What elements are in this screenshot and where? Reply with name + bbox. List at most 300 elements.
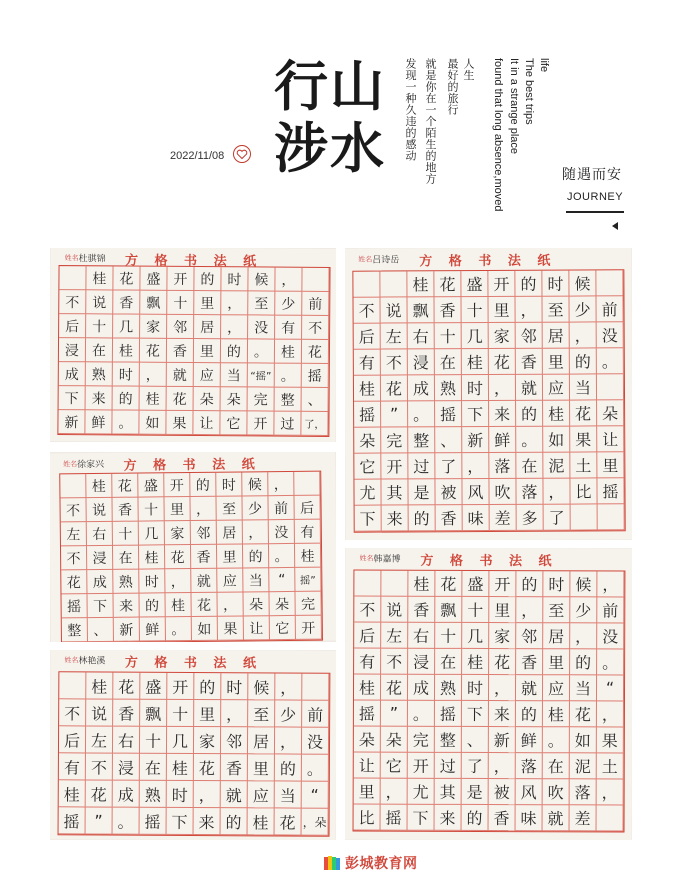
- grid-cell: 摇: [61, 594, 87, 618]
- grid-cell: 的: [409, 505, 436, 531]
- grid-cell: [597, 805, 624, 831]
- grid-cell: 摇”: [295, 568, 321, 592]
- grid-cell: 里: [164, 497, 190, 521]
- grid-cell: 里: [194, 339, 221, 363]
- site-name: 彭城教育网: [345, 856, 418, 872]
- grid-cell: ，: [221, 291, 248, 315]
- grid-cell: 时: [167, 781, 194, 808]
- grid-cell: 在: [543, 753, 570, 779]
- grid-cell: 前: [302, 701, 329, 728]
- grid-cell: [302, 268, 329, 292]
- grid-cell: 朵: [354, 727, 381, 753]
- grid-cell: 几: [113, 314, 140, 338]
- grid-cell: 有: [275, 316, 302, 340]
- grid-cell: 朵: [381, 727, 408, 753]
- grid-paper: [50, 650, 336, 840]
- grid-cell: [302, 674, 329, 701]
- grid-cell: 下: [167, 808, 194, 835]
- poem-line-en: life: [538, 58, 550, 73]
- grid-cell: 的: [221, 339, 248, 363]
- arrow-left-icon: [612, 222, 618, 230]
- grid-cell: 几: [167, 727, 194, 754]
- grid-cell: 差: [570, 805, 597, 831]
- site-logo: [323, 852, 433, 876]
- grid-cell: 完: [381, 427, 408, 453]
- grid-cell: ，: [275, 727, 302, 754]
- grid-cell: 候: [242, 472, 268, 496]
- grid-cell: 桂: [354, 675, 381, 701]
- grid-cell: 时: [462, 675, 489, 701]
- grid-cell: 少: [275, 292, 302, 316]
- grid-cell: 桂: [248, 808, 275, 835]
- grid-cell: 成: [59, 362, 86, 386]
- grid-cell: 邻: [516, 323, 543, 349]
- character-grid: [353, 570, 626, 833]
- grid-cell: 花: [140, 339, 167, 363]
- grid-cell: “摇”: [248, 363, 275, 387]
- grid-cell: 至: [248, 700, 275, 727]
- grid-cell: 成: [408, 375, 435, 401]
- grid-cell: 香: [167, 339, 194, 363]
- book-logo-icon: [323, 854, 341, 872]
- grid-cell: 果: [597, 727, 624, 753]
- grid-cell: [354, 571, 381, 597]
- grid-cell: 熟: [435, 375, 462, 401]
- grid-cell: 前: [597, 597, 624, 623]
- grid-cell: 朵: [597, 400, 624, 426]
- date-label: 2022/11/08: [170, 150, 225, 162]
- grid-cell: 应: [248, 781, 275, 808]
- grid-cell: 落: [489, 453, 516, 479]
- grid-cell: 香: [191, 545, 217, 569]
- grid-cell: 右: [408, 623, 435, 649]
- grid-cell: [59, 266, 86, 290]
- grid-cell: 里: [488, 297, 515, 323]
- grid-cell: 成: [87, 570, 113, 594]
- grid-cell: 开: [381, 453, 408, 479]
- grid-cell: 时: [221, 673, 248, 700]
- grid-cell: 盛: [140, 673, 167, 700]
- grid-cell: 被: [489, 779, 516, 805]
- grid-cell: 的: [515, 271, 542, 297]
- grid-cell: 的: [570, 348, 597, 374]
- grid-cell: 前: [596, 296, 623, 322]
- grid-cell: 花: [435, 571, 462, 597]
- grid-cell: [381, 571, 408, 597]
- grid-cell: 至: [543, 597, 570, 623]
- grid-cell: 后: [294, 496, 320, 520]
- grid-cell: 花: [381, 375, 408, 401]
- calligraphy-photo: [50, 650, 336, 840]
- grid-cell: 左: [381, 623, 408, 649]
- grid-cell: 花: [113, 673, 140, 700]
- grid-cell: 尤: [408, 779, 435, 805]
- grid-cell: 的: [221, 808, 248, 835]
- grid-cell: 候: [248, 673, 275, 700]
- grid-cell: ”: [381, 401, 408, 427]
- grid-cell: 。: [408, 701, 435, 727]
- student-name: 吕诗岳: [372, 255, 400, 266]
- grid-cell: 不: [61, 546, 87, 570]
- grid-cell: 朵: [194, 387, 221, 411]
- grid-cell: 浸: [59, 338, 86, 362]
- poem-line: 就是你在一个陌生的地方: [424, 58, 437, 185]
- grid-cell: 就: [516, 675, 543, 701]
- grid-cell: 前: [302, 292, 329, 316]
- grid-cell: 朵: [354, 428, 381, 454]
- grid-cell: 。: [543, 727, 570, 753]
- grid-cell: 摇: [435, 401, 462, 427]
- grid-cell: 没: [302, 728, 329, 755]
- grid-cell: 如: [543, 427, 570, 453]
- grid-cell: 。: [113, 808, 140, 835]
- grid-cell: 。: [516, 427, 543, 453]
- grid-cell: 的: [190, 473, 216, 497]
- grid-cell: 不: [60, 498, 86, 522]
- grid-cell: 完: [295, 592, 321, 616]
- grid-cell: 落: [516, 753, 543, 779]
- grid-cell: 摇: [354, 402, 381, 428]
- grid-cell: 桂: [408, 571, 435, 597]
- poem-line: 最好的旅行: [446, 58, 459, 116]
- grid-cell: 里: [543, 649, 570, 675]
- grid-cell: 下: [87, 594, 113, 618]
- student-name: 林艳溪: [78, 656, 106, 667]
- grid-cell: “: [597, 675, 624, 701]
- grid-cell: 浸: [113, 754, 140, 781]
- grid-cell: 新: [489, 727, 516, 753]
- divider: [566, 211, 624, 213]
- grid-cell: 桂: [295, 544, 321, 568]
- grid-cell: 当: [570, 675, 597, 701]
- grid-cell: 桂: [86, 672, 113, 699]
- grid-cell: 它: [220, 411, 247, 435]
- grid-cell: 左: [86, 726, 113, 753]
- grid-cell: 里: [597, 452, 624, 478]
- grid-cell: 泥: [543, 453, 570, 479]
- grid-cell: 整: [275, 388, 302, 412]
- grid-cell: 土: [570, 452, 597, 478]
- grid-cell: [571, 504, 598, 530]
- title-char: 涉: [274, 117, 328, 180]
- grid-cell: 飘: [140, 700, 167, 727]
- grid-cell: 右: [87, 522, 113, 546]
- grid-cell: 其: [381, 479, 408, 505]
- grid-cell: ”: [86, 807, 113, 834]
- grid-cell: 整: [62, 618, 88, 642]
- grid-cell: 的: [275, 754, 302, 781]
- grid-cell: 落: [516, 479, 543, 505]
- grid-cell: 、: [302, 388, 329, 412]
- name-field-label: 姓名: [359, 554, 374, 563]
- grid-cell: 的: [194, 673, 221, 700]
- grid-cell: 左: [381, 323, 408, 349]
- grid-cell: “: [302, 782, 329, 809]
- student-name: 杜骐锦: [78, 254, 106, 265]
- grid-cell: 桂: [59, 780, 86, 807]
- grid-cell: 下: [355, 506, 382, 532]
- grid-cell: 花: [61, 570, 87, 594]
- grid-cell: 不: [353, 298, 380, 324]
- grid-cell: 没: [269, 520, 295, 544]
- grid-cell: 桂: [113, 338, 140, 362]
- grid-cell: 后: [59, 314, 86, 338]
- grid-cell: 花: [570, 400, 597, 426]
- grid-cell: 时: [216, 472, 242, 496]
- grid-cell: 开: [296, 616, 322, 640]
- grid-cell: 摇: [140, 808, 167, 835]
- heart-icon: [232, 144, 252, 164]
- grid-cell: 花: [165, 545, 191, 569]
- character-grid: [352, 269, 625, 532]
- grid-cell: 。: [248, 339, 275, 363]
- grid-cell: 候: [248, 267, 275, 291]
- grid-cell: 香: [436, 505, 463, 531]
- poem-line-en: The best trips: [523, 58, 535, 125]
- grid-cell: 不: [59, 290, 86, 314]
- grid-cell: 的: [139, 593, 165, 617]
- grid-cell: 熟: [113, 570, 139, 594]
- grid-cell: 花: [191, 593, 217, 617]
- grid-cell: [597, 374, 624, 400]
- grid-cell: 新: [58, 410, 85, 434]
- grid-cell: 完: [408, 727, 435, 753]
- grid-cell: 如: [139, 411, 166, 435]
- grid-cell: 说: [380, 297, 407, 323]
- grid-cell: 整: [408, 427, 435, 453]
- grid-cell: 不: [59, 699, 86, 726]
- grid-cell: 时: [221, 267, 248, 291]
- grid-cell: 味: [463, 505, 490, 531]
- grid-cell: 摇: [354, 701, 381, 727]
- grid-cell: 时: [542, 271, 569, 297]
- grid-cell: 少: [569, 296, 596, 322]
- grid-cell: 。: [302, 755, 329, 782]
- grid-cell: 的: [462, 805, 489, 831]
- grid-cell: 家: [165, 521, 191, 545]
- grid-cell: [353, 272, 380, 298]
- grid-cell: 熟: [86, 362, 113, 386]
- grid-cell: 。: [597, 649, 624, 675]
- grid-cell: [294, 472, 320, 496]
- grid-cell: 花: [194, 754, 221, 781]
- grid-cell: 花: [113, 266, 140, 290]
- grid-cell: 让: [244, 616, 270, 640]
- title-char: 水: [330, 117, 384, 180]
- grid-cell: 过: [435, 753, 462, 779]
- grid-cell: 当: [243, 568, 269, 592]
- grid-cell: 过: [274, 412, 301, 436]
- grid-cell: 当: [570, 374, 597, 400]
- grid-cell: 下: [462, 701, 489, 727]
- grid-cell: 风: [462, 479, 489, 505]
- grid-cell: 花: [381, 675, 408, 701]
- grid-cell: 家: [194, 727, 221, 754]
- title-char: 行: [274, 55, 328, 118]
- name-field-label: 姓名: [64, 254, 79, 263]
- grid-cell: 有: [59, 753, 86, 780]
- grid-cell: 下: [408, 805, 435, 831]
- grid-cell: 里: [194, 700, 221, 727]
- grid-cell: 就: [543, 805, 570, 831]
- grid-cell: 就: [167, 363, 194, 387]
- grid-cell: 不: [302, 316, 329, 340]
- grid-cell: 鲜: [140, 617, 166, 641]
- grid-cell: 摇: [59, 807, 86, 834]
- name-field-label: 姓名: [63, 460, 78, 469]
- grid-cell: 的: [194, 267, 221, 291]
- grid-cell: [59, 672, 86, 699]
- grid-cell: 来: [489, 701, 516, 727]
- grid-cell: 鲜: [516, 727, 543, 753]
- grid-cell: 。: [408, 401, 435, 427]
- name-field-label: 姓名: [64, 656, 79, 665]
- grid-cell: 吹: [489, 479, 516, 505]
- grid-cell: 如: [570, 727, 597, 753]
- grid-cell: 让: [597, 426, 624, 452]
- grid-cell: 居: [543, 623, 570, 649]
- grid-cell: 邻: [516, 623, 543, 649]
- grid-cell: [60, 474, 86, 498]
- grid-cell: 十: [86, 314, 113, 338]
- grid-cell: 没: [597, 322, 624, 348]
- character-grid: [59, 471, 323, 642]
- grid-cell: 在: [435, 349, 462, 375]
- calligraphy-photo: [50, 452, 336, 642]
- grid-cell: 少: [275, 700, 302, 727]
- grid-cell: 就: [516, 375, 543, 401]
- grid-cell: 新: [114, 618, 140, 642]
- grid-cell: 浸: [87, 546, 113, 570]
- grid-cell: 、: [462, 727, 489, 753]
- grid-cell: 下: [59, 386, 86, 410]
- grid-cell: 在: [140, 754, 167, 781]
- grid-cell: 里: [354, 779, 381, 805]
- grid-cell: 朵: [243, 592, 269, 616]
- grid-cell: ，: [570, 322, 597, 348]
- grid-cell: 有: [295, 520, 321, 544]
- grid-cell: 多: [517, 505, 544, 531]
- grid-cell: 居: [543, 323, 570, 349]
- sheet-title: 方 格 书 法 纸: [124, 655, 263, 672]
- grid-cell: 浸: [408, 649, 435, 675]
- grid-cell: 是: [462, 779, 489, 805]
- grid-cell: 开: [247, 411, 274, 435]
- grid-cell: 有: [354, 649, 381, 675]
- grid-cell: “: [269, 568, 295, 592]
- grid-cell: 花: [489, 349, 516, 375]
- grid-cell: 十: [140, 727, 167, 754]
- grid-cell: ，: [489, 675, 516, 701]
- grid-cell: 来: [435, 805, 462, 831]
- grid-cell: ，: [217, 592, 243, 616]
- grid-cell: ，: [165, 569, 191, 593]
- grid-cell: 开: [167, 673, 194, 700]
- grid-cell: 居: [217, 520, 243, 544]
- grid-cell: 在: [86, 338, 113, 362]
- character-grid: [57, 265, 330, 437]
- sheet-title: 方 格 书 法 纸: [420, 553, 558, 570]
- poem-line: 人生: [462, 58, 475, 81]
- grid-cell: 熟: [140, 781, 167, 808]
- grid-cell: 花: [86, 780, 113, 807]
- grid-cell: 香: [516, 349, 543, 375]
- sheet-title: 方 格 书 法 纸: [123, 457, 261, 474]
- grid-cell: 香: [408, 597, 435, 623]
- grid-cell: 下: [462, 401, 489, 427]
- grid-cell: 几: [462, 623, 489, 649]
- grid-cell: 至: [248, 291, 275, 315]
- grid-cell: 十: [167, 700, 194, 727]
- grid-cell: 熟: [435, 675, 462, 701]
- grid-cell: 了: [544, 505, 571, 531]
- grid-cell: 家: [140, 315, 167, 339]
- grid-cell: 时: [462, 375, 489, 401]
- grid-cell: ，朵: [302, 809, 329, 836]
- grid-cell: 比: [354, 805, 381, 831]
- grid-cell: 开: [489, 571, 516, 597]
- grid-cell: 桂: [140, 387, 167, 411]
- calligraphy-photo: [50, 248, 336, 442]
- grid-cell: 朵: [221, 387, 248, 411]
- grid-cell: 后: [354, 623, 381, 649]
- grid-cell: 来: [382, 505, 409, 531]
- grid-cell: 桂: [165, 593, 191, 617]
- grid-cell: 完: [248, 387, 275, 411]
- grid-cell: 落: [570, 779, 597, 805]
- grid-cell: 成: [408, 675, 435, 701]
- grid-cell: 时: [543, 571, 570, 597]
- grid-cell: 说: [86, 498, 112, 522]
- grid-cell: 左: [61, 522, 87, 546]
- grid-cell: ，: [221, 700, 248, 727]
- grid-cell: 候: [569, 270, 596, 296]
- grid-cell: 花: [434, 271, 461, 297]
- grid-cell: 少: [570, 597, 597, 623]
- grid-cell: 摇: [435, 701, 462, 727]
- grid-cell: 不: [381, 349, 408, 375]
- grid-cell: 里: [489, 597, 516, 623]
- grid-cell: 家: [489, 623, 516, 649]
- grid-cell: 应: [543, 375, 570, 401]
- grid-cell: 十: [435, 323, 462, 349]
- grid-cell: ，: [268, 472, 294, 496]
- grid-cell: 右: [113, 727, 140, 754]
- grid-cell: 味: [516, 805, 543, 831]
- grid-cell: 香: [221, 754, 248, 781]
- student-name: 徐家兴: [77, 459, 105, 471]
- grid-cell: ，: [194, 781, 221, 808]
- grid-cell: 里: [248, 754, 275, 781]
- grid-cell: 没: [597, 623, 624, 649]
- grid-cell: 在: [113, 546, 139, 570]
- grid-cell: 的: [570, 649, 597, 675]
- grid-cell: 盛: [462, 571, 489, 597]
- grid-cell: 家: [489, 323, 516, 349]
- grid-cell: [598, 504, 625, 530]
- grid-cell: 被: [435, 479, 462, 505]
- grid-cell: 花: [275, 808, 302, 835]
- grid-cell: 至: [542, 297, 569, 323]
- grid-cell: ，: [243, 520, 269, 544]
- grid-cell: ，: [275, 268, 302, 292]
- grid-cell: 开: [167, 267, 194, 291]
- grid-cell: 邻: [221, 727, 248, 754]
- grid-cell: 桂: [86, 474, 112, 498]
- grid-cell: 开: [488, 271, 515, 297]
- grid-cell: 成: [113, 781, 140, 808]
- grid-cell: 香: [489, 805, 516, 831]
